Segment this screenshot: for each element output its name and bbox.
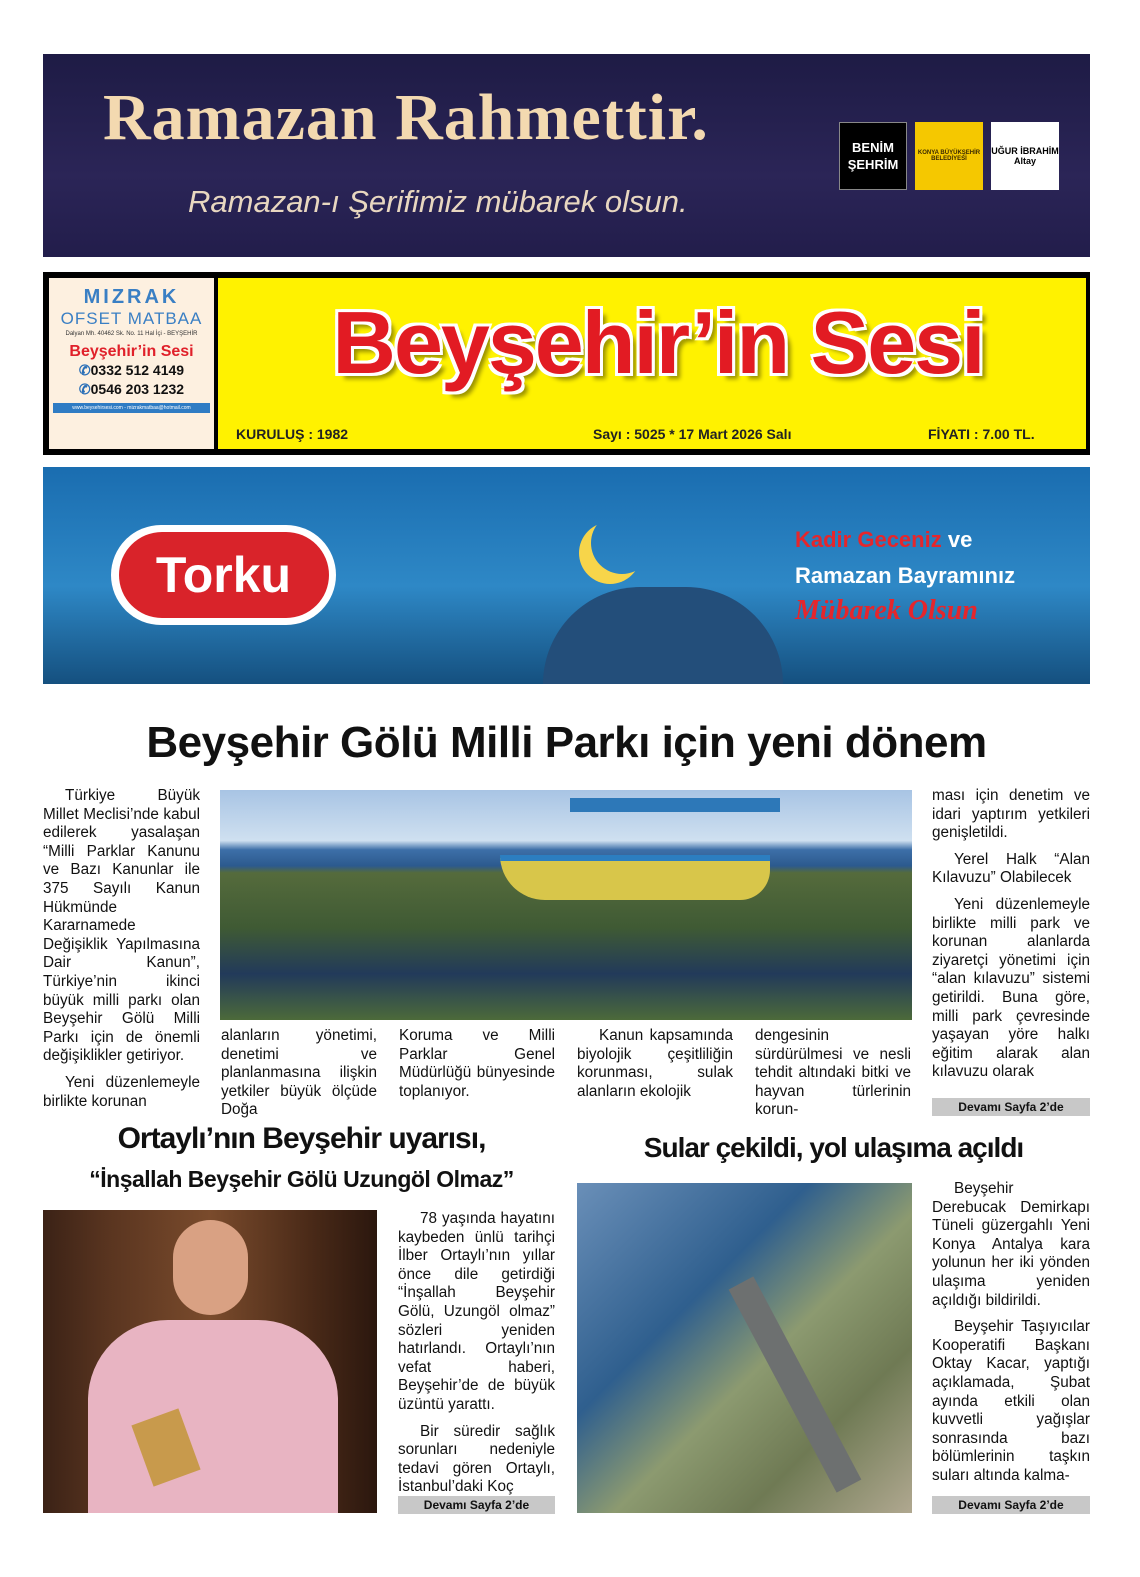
masthead xyxy=(43,272,1090,455)
article1-col3: Koruma ve Milli Parklar Genel Müdürlüğü bünyesinde toplanıyor. xyxy=(399,1027,555,1100)
phone-icon: ✆ xyxy=(78,381,91,397)
mosque-image xyxy=(543,587,783,684)
article3-body: Beyşehir Derebucak Demirkapı Tüneli güzergahlı Yeni Konya Antalya kara yolunun her iki yönden ulaşıma yeniden açıldığı bildirildi. Beyşehir Taşıyıcılar Kooperatifi Başkanı Oktay Kacar, yaptığı açıklamada, Şubat ayında etkili olan kuvvetli yağışlar sonrasında bazı bölümlerinin taşkın suları altında kalma- xyxy=(932,1180,1090,1484)
torku-logo: Torku xyxy=(111,525,336,625)
benim-sehrim-logo: BENİM ŞEHRİM xyxy=(839,122,907,190)
article2-headline-1[interactable]: Ortaylı’nın Beyşehir uyarısı, xyxy=(117,1122,486,1155)
issue-date: Sayı : 5025 * 17 Mart 2026 Salı xyxy=(593,426,792,442)
subheading: Yerel Halk “Alan Kılavuzu” Olabilecek xyxy=(932,850,1090,887)
torku-banner-ad[interactable] xyxy=(43,467,1090,684)
article2-headline-2[interactable]: “İnşallah Beyşehir Gölü Uzungöl Olmaz” xyxy=(89,1166,514,1192)
printer-subname: OFSET MATBAA xyxy=(60,309,203,328)
paper-mini-logo: Beyşehir’in Sesi xyxy=(69,343,194,360)
konya-buyuksehir-logo: KONYA BÜYÜKŞEHİR BELEDİYESİ xyxy=(915,122,983,190)
ilber-ortayli-photo xyxy=(43,1210,377,1513)
newspaper-title: Beyşehir’in Sesi xyxy=(332,293,984,392)
ad-line-1b: ve xyxy=(947,527,973,552)
printer-name: MIZRAK xyxy=(83,286,180,308)
ad-line-1a: Kadir Geceniz xyxy=(795,527,942,552)
main-headline[interactable]: Beyşehir Gölü Milli Parkı için yeni dönem xyxy=(146,718,987,767)
phone-icon: ✆ xyxy=(78,362,91,378)
phone-2: ✆0546 203 1232 xyxy=(78,381,185,397)
printer-address: Dalyan Mh. 40462 Sk. No. 11 Hal İçi - BEYŞEHİR xyxy=(65,331,198,337)
ramadan-banner-ad[interactable] xyxy=(43,54,1090,257)
phone-1: ✆0332 512 4149 xyxy=(78,362,185,378)
continued-link[interactable]: Devamı Sayfa 2’de xyxy=(398,1496,555,1514)
price: FİYATI : 7.00 TL. xyxy=(928,426,1035,442)
ad-line-2: Ramazan Bayramınız xyxy=(795,563,1016,588)
continued-link[interactable]: Devamı Sayfa 2’de xyxy=(932,1496,1090,1514)
crescent-moon-icon xyxy=(591,512,653,574)
article1-col2: alanların yönetimi, denetimi ve planlanmasına ilişkin yetkiler büyük ölçüde Doğa xyxy=(221,1027,377,1119)
ad-subline: Ramazan-ı Şerifimiz mübarek olsun. xyxy=(188,184,688,219)
road-aerial-photo xyxy=(577,1183,912,1513)
article1-col4: Kanun kapsamında biyolojik çeşitliliğin korunması, sulak alanların ekolojik xyxy=(577,1027,733,1100)
article1-col1: Türkiye Büyük Millet Meclisi’nde kabul edilerek yasalaşan “Milli Parklar Kanunu ve Bazı Kanunlar ile 375 Sayılı Kanun Hükmünde Kararnamede Değişiklik Yapılmasına Dair Kanun”, Türkiye’nin ikinci büyük milli parkı olan Beyşehir Gölü Milli Parkı için de önemli değişiklikler getiriyor. Yeni düzenlemeyle birlikte korunan xyxy=(43,787,200,1110)
founded: KURULUŞ : 1982 xyxy=(236,426,349,442)
ugur-ibrahim-altay-logo: UĞUR İBRAHİM Altay xyxy=(991,122,1059,190)
ad-headline: Ramazan Rahmettir. xyxy=(103,81,709,154)
article2-body: 78 yaşında hayatını kaybeden ünlü tarihçi İlber Ortaylı’nın yıllar önce dile getirdiği “İnşallah Beyşehir Gölü, Uzungöl olmaz” sözleri yeniden hatırlandı. Ortaylı’nın vefat haberi, Beyşehir’de de büyük üzüntü yarattı. Bir süredir sağlık sorunları nedeniyle tedavi gören Ortaylı, İstanbul’daki Koç xyxy=(398,1210,555,1496)
ad-line-3: Mübarek Olsun xyxy=(795,595,978,626)
printer-web: www.beysehirsesi.com - mizrakmatbaa@hotmail.com xyxy=(53,403,210,413)
article1-col6: ması için denetim ve idari yaptırım yetkileri genişletildi. Yerel Halk “Alan Kılavuzu” Olabilecek Yeni düzenlemeyle birlikte milli park ve korunan alanlarda ziyaretçi yönetimi için “alan kılavuzu” sistemi getirildi. Buna göre, milli park çevresinde yaşayan yöre halkı eğitim alarak alan kılavuzu olarak xyxy=(932,787,1090,1081)
lake-boat-photo xyxy=(220,790,912,1020)
article3-headline[interactable]: Sular çekildi, yol ulaşıma açıldı xyxy=(643,1132,1024,1163)
printer-ad[interactable] xyxy=(49,278,214,449)
article1-col5: dengesinin sürdürülmesi ve nesli tehdit altındaki bitki ve hayvan türlerinin korun- xyxy=(755,1027,911,1119)
continued-link[interactable]: Devamı Sayfa 2’de xyxy=(932,1098,1090,1116)
masthead-title-area xyxy=(218,278,1086,449)
